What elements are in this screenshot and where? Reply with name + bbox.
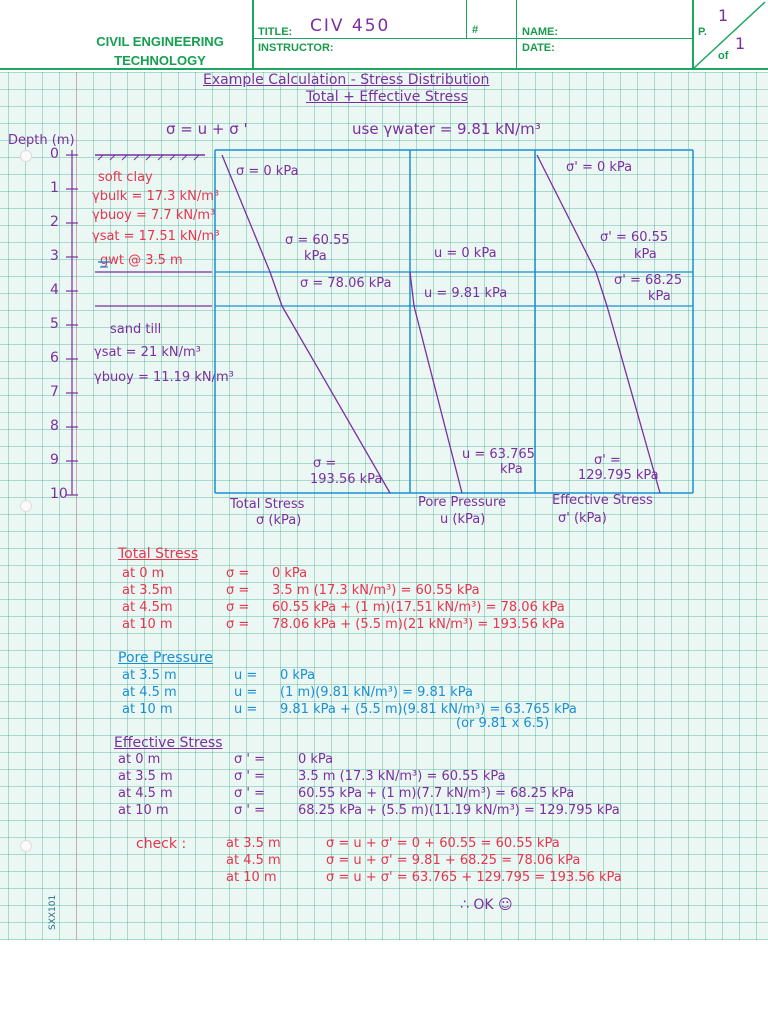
layer1-gamma-bulk: γbulk = 17.3 kN/m³ <box>92 189 220 204</box>
depth-tick-label: 3 <box>50 248 59 264</box>
page-label: P. <box>698 26 707 38</box>
total-stress-10-value: 193.56 kPa <box>310 472 383 487</box>
total-calc: 78.06 kPa + (5.5 m)(21 kN/m³) = 193.56 kPa <box>272 617 565 632</box>
eff-at: at 4.5 m <box>118 786 173 801</box>
axis-eff-stress: Effective Stress <box>552 493 653 508</box>
total-calc: 3.5 m (17.3 kN/m³) = 60.55 kPa <box>272 583 480 598</box>
ok-mark: ∴ OK ☺ <box>460 897 513 913</box>
total-at: at 4.5m <box>122 600 173 615</box>
check-at: at 3.5 m <box>226 836 281 851</box>
total-stress-35: σ = 60.55 <box>285 233 350 248</box>
check-at: at 4.5 m <box>226 853 281 868</box>
pore-sym: u = <box>234 668 258 683</box>
sheet-code: SXX101 <box>48 894 58 930</box>
eff-calc: 0 kPa <box>298 752 334 767</box>
depth-tick-label: 1 <box>50 180 59 196</box>
eff-stress-35-unit: kPa <box>634 247 657 262</box>
layer1-name: soft clay <box>98 170 153 185</box>
eff-sym: σ ' = <box>234 786 265 801</box>
depth-tick-label: 4 <box>50 282 59 298</box>
total-stress-0: σ = 0 kPa <box>236 164 299 179</box>
company-name: CIVIL ENGINEERING TECHNOLOGY <box>96 34 224 68</box>
layer1-gamma-sat: γsat = 17.51 kN/m³ <box>92 229 220 244</box>
eff-stress-10-value: 129.795 kPa <box>578 468 659 483</box>
title-label: TITLE: <box>258 26 293 38</box>
water-table-label: gwt @ 3.5 m <box>100 253 183 268</box>
pore-pressure-heading: Pore Pressure <box>118 650 213 666</box>
depth-tick-label: 5 <box>50 316 59 332</box>
eff-at: at 10 m <box>118 803 169 818</box>
total-at: at 0 m <box>122 566 165 581</box>
eff-at: at 3.5 m <box>118 769 173 784</box>
total-stress-heading: Total Stress <box>118 546 199 562</box>
pore-calc: 9.81 kPa + (5.5 m)(9.81 kN/m³) = 63.765 kPa <box>280 702 577 717</box>
total-sym: σ = <box>226 617 250 632</box>
total-calc: 60.55 kPa + (1 m)(17.51 kN/m³) = 78.06 kPa <box>272 600 565 615</box>
pore-at: at 4.5 m <box>122 685 177 700</box>
pore-sym: u = <box>234 685 258 700</box>
check-calc: σ = u + σ' = 0 + 60.55 = 60.55 kPa <box>326 836 560 851</box>
sheet-title: Example Calculation - Stress Distribution <box>203 72 490 88</box>
layer2-gamma-buoy: γbuoy = 11.19 kN/m³ <box>94 370 234 385</box>
total-stress-10: σ = <box>313 456 337 471</box>
layer2-name: sand till <box>110 322 162 337</box>
axis-total-stress: Total Stress <box>230 497 305 512</box>
water-unit-weight: use γwater = 9.81 kN/m³ <box>352 120 541 138</box>
eff-stress-0: σ' = 0 kPa <box>566 160 633 175</box>
axis-pore-pressure: Pore Pressure <box>418 495 507 510</box>
eff-at: at 0 m <box>118 752 161 767</box>
of-value: 1 <box>735 34 746 53</box>
pore-calc: 0 kPa <box>280 668 316 683</box>
pore-pressure-35: u = 0 kPa <box>434 246 497 261</box>
total-sym: σ = <box>226 583 250 598</box>
depth-tick-label: 10 <box>50 486 68 502</box>
eff-stress-line <box>596 272 607 306</box>
eff-calc: 3.5 m (17.3 kN/m³) = 60.55 kPa <box>298 769 506 784</box>
eff-sym: σ ' = <box>234 803 265 818</box>
total-at: at 3.5m <box>122 583 173 598</box>
eff-stress-45: σ' = 68.25 <box>614 273 683 288</box>
pore-pressure-10-unit: kPa <box>500 462 523 477</box>
pore-pressure-45: u = 9.81 kPa <box>424 286 508 301</box>
of-label: of <box>718 50 729 62</box>
name-label: NAME: <box>522 26 559 38</box>
total-at: at 10 m <box>122 617 173 632</box>
total-stress-45: σ = 78.06 kPa <box>300 276 392 291</box>
depth-axis-label: Depth (m) <box>8 133 75 148</box>
number-label: # <box>472 24 479 36</box>
pore-pressure-note: (or 9.81 x 6.5) <box>456 716 550 731</box>
depth-tick-label: 6 <box>50 350 59 366</box>
depth-tick-label: 2 <box>50 214 59 230</box>
pore-at: at 3.5 m <box>122 668 177 683</box>
total-calc: 0 kPa <box>272 566 308 581</box>
sheet-subtitle: Total + Effective Stress <box>306 89 468 105</box>
eff-stress-heading: Effective Stress <box>114 735 223 751</box>
check-at: at 10 m <box>226 870 277 885</box>
check-calc: σ = u + σ' = 9.81 + 68.25 = 78.06 kPa <box>326 853 581 868</box>
eff-sym: σ ' = <box>234 752 265 767</box>
eff-calc: 60.55 kPa + (1 m)(7.7 kN/m³) = 68.25 kPa <box>298 786 575 801</box>
pore-sym: u = <box>234 702 258 717</box>
check-calc: σ = u + σ' = 63.765 + 129.795 = 193.56 kPa <box>326 870 622 885</box>
page-value: 1 <box>718 6 729 25</box>
pore-pressure-10: u = 63.765 <box>462 447 535 462</box>
title-value: CIV 450 <box>310 16 391 36</box>
eff-calc: 68.25 kPa + (5.5 m)(11.19 kN/m³) = 129.795 kPa <box>298 803 620 818</box>
depth-tick-label: 8 <box>50 418 59 434</box>
pore-pressure-line <box>414 306 462 493</box>
axis-eff-stress-unit: σ' (kPa) <box>558 511 607 526</box>
date-label: DATE: <box>522 42 555 54</box>
total-sym: σ = <box>226 600 250 615</box>
eff-stress-10: σ' = <box>594 453 621 468</box>
pore-at: at 10 m <box>122 702 173 717</box>
layer1-gamma-buoy: γbuoy = 7.7 kN/m³ <box>92 208 216 223</box>
axis-pore-pressure-unit: u (kPa) <box>440 512 486 527</box>
total-stress-line <box>270 272 282 306</box>
instructor-label: INSTRUCTOR: <box>258 42 334 54</box>
depth-tick-label: 0 <box>50 146 59 162</box>
depth-tick-label: 9 <box>50 452 59 468</box>
eff-stress-45-unit: kPa <box>648 289 671 304</box>
stress-equation: σ = u + σ ' <box>166 120 248 138</box>
depth-tick-label: 7 <box>50 384 59 400</box>
layer2-gamma-sat: γsat = 21 kN/m³ <box>94 345 201 360</box>
eff-stress-35: σ' = 60.55 <box>600 230 669 245</box>
total-stress-35-unit: kPa <box>304 249 327 264</box>
axis-total-stress-unit: σ (kPa) <box>256 513 302 528</box>
pore-calc: (1 m)(9.81 kN/m³) = 9.81 kPa <box>280 685 473 700</box>
check-label: check : <box>136 836 187 852</box>
total-sym: σ = <box>226 566 250 581</box>
eff-sym: σ ' = <box>234 769 265 784</box>
